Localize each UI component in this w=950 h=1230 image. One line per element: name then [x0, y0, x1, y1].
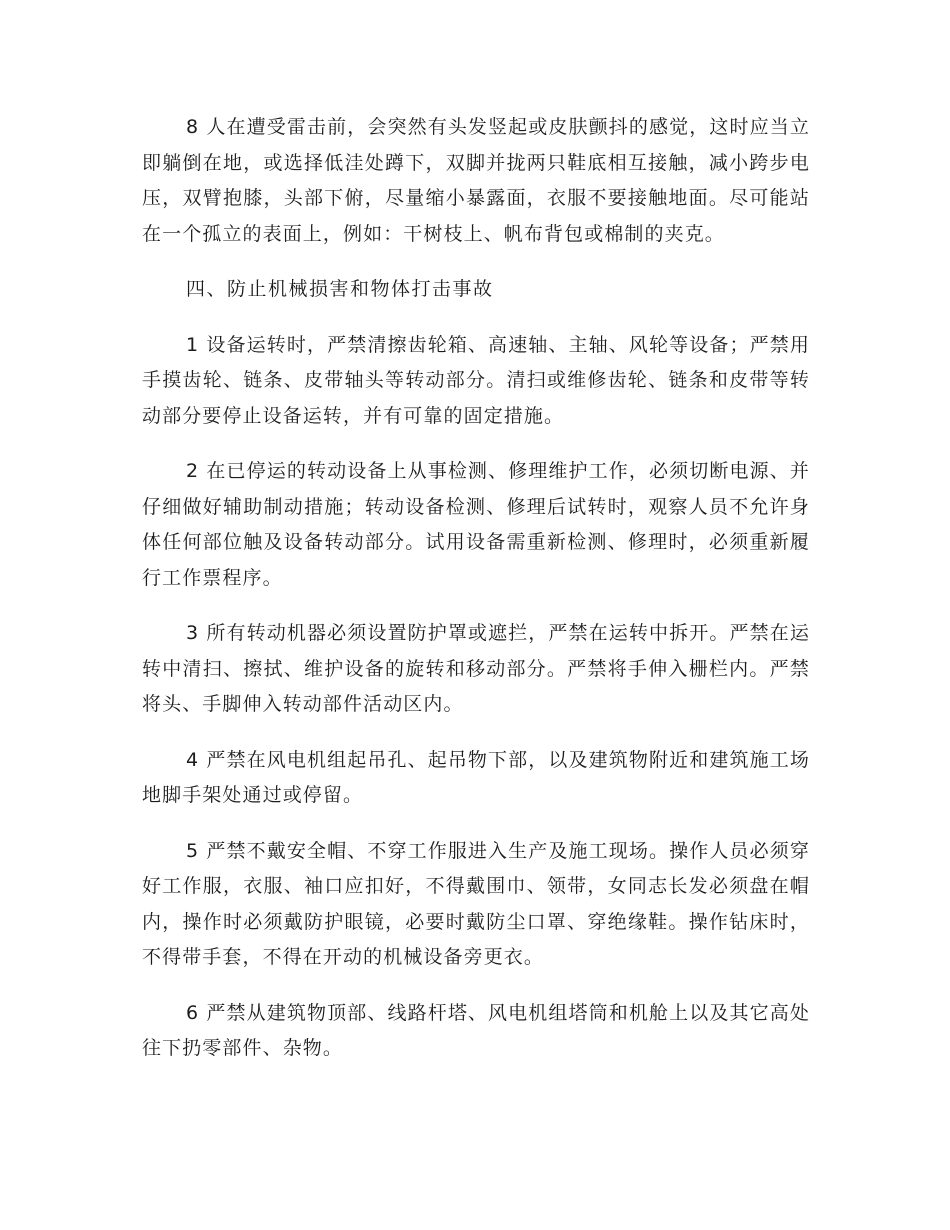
paragraph-item-1: 1 设备运转时，严禁清擦齿轮箱、高速轴、主轴、风轮等设备；严禁用手摸齿轮、链条、皮带轴头等转动部分。清扫或维修齿轮、链条和皮带等转动部分要停止设备运转，并有可靠的固定措施。 [142, 333, 810, 427]
paragraph-item-3: 3 所有转动机器必须设置防护罩或遮拦，严禁在运转中拆开。严禁在运转中清扫、擦拭、维护设备的旋转和移动部分。严禁将手伸入栅栏内。严禁将头、手脚伸入转动部件活动区内。 [142, 622, 810, 715]
paragraph-lightning-safety: 8 人在遭受雷击前，会突然有头发竖起或皮肤颤抖的感觉，这时应当立即躺倒在地，或选择低洼处蹲下，双脚并拢两只鞋底相互接触，减小跨步电压，双臂抱膝，头部下俯，尽量缩小暴露面，衣服不要接触地面。尽可能站在一个孤立的表面上，例如：干树枝上、帆布背包或棉制的夹克。 [142, 116, 810, 245]
paragraph-item-6: 6 严禁从建筑物顶部、线路杆塔、风电机组塔筒和机舱上以及其它高处往下扔零部件、杂物。 [142, 1001, 810, 1059]
paragraph-item-2: 2 在已停运的转动设备上从事检测、修理维护工作，必须切断电源、并仔细做好辅助制动措施；转动设备检测、修理后试转时，观察人员不允许身体任何部位触及设备转动部分。试用设备需重新检测、修理时，必须重新履行工作票程序。 [142, 460, 810, 589]
paragraph-item-5: 5 严禁不戴安全帽、不穿工作服进入生产及施工现场。操作人员必须穿好工作服，衣服、袖口应扣好，不得戴围巾、领带，女同志长发必须盘在帽内，操作时必须戴防护眼镜，必要时戴防尘口罩、穿绝缘鞋。操作钻床时，不得带手套，不得在开动的机械设备旁更衣。 [142, 839, 810, 968]
paragraph-item-4: 4 严禁在风电机组起吊孔、起吊物下部，以及建筑物附近和建筑施工场地脚手架处通过或停留。 [142, 748, 810, 806]
section-heading: 四、防止机械损害和物体打击事故 [186, 278, 494, 300]
document-body [142, 110, 810, 1087]
